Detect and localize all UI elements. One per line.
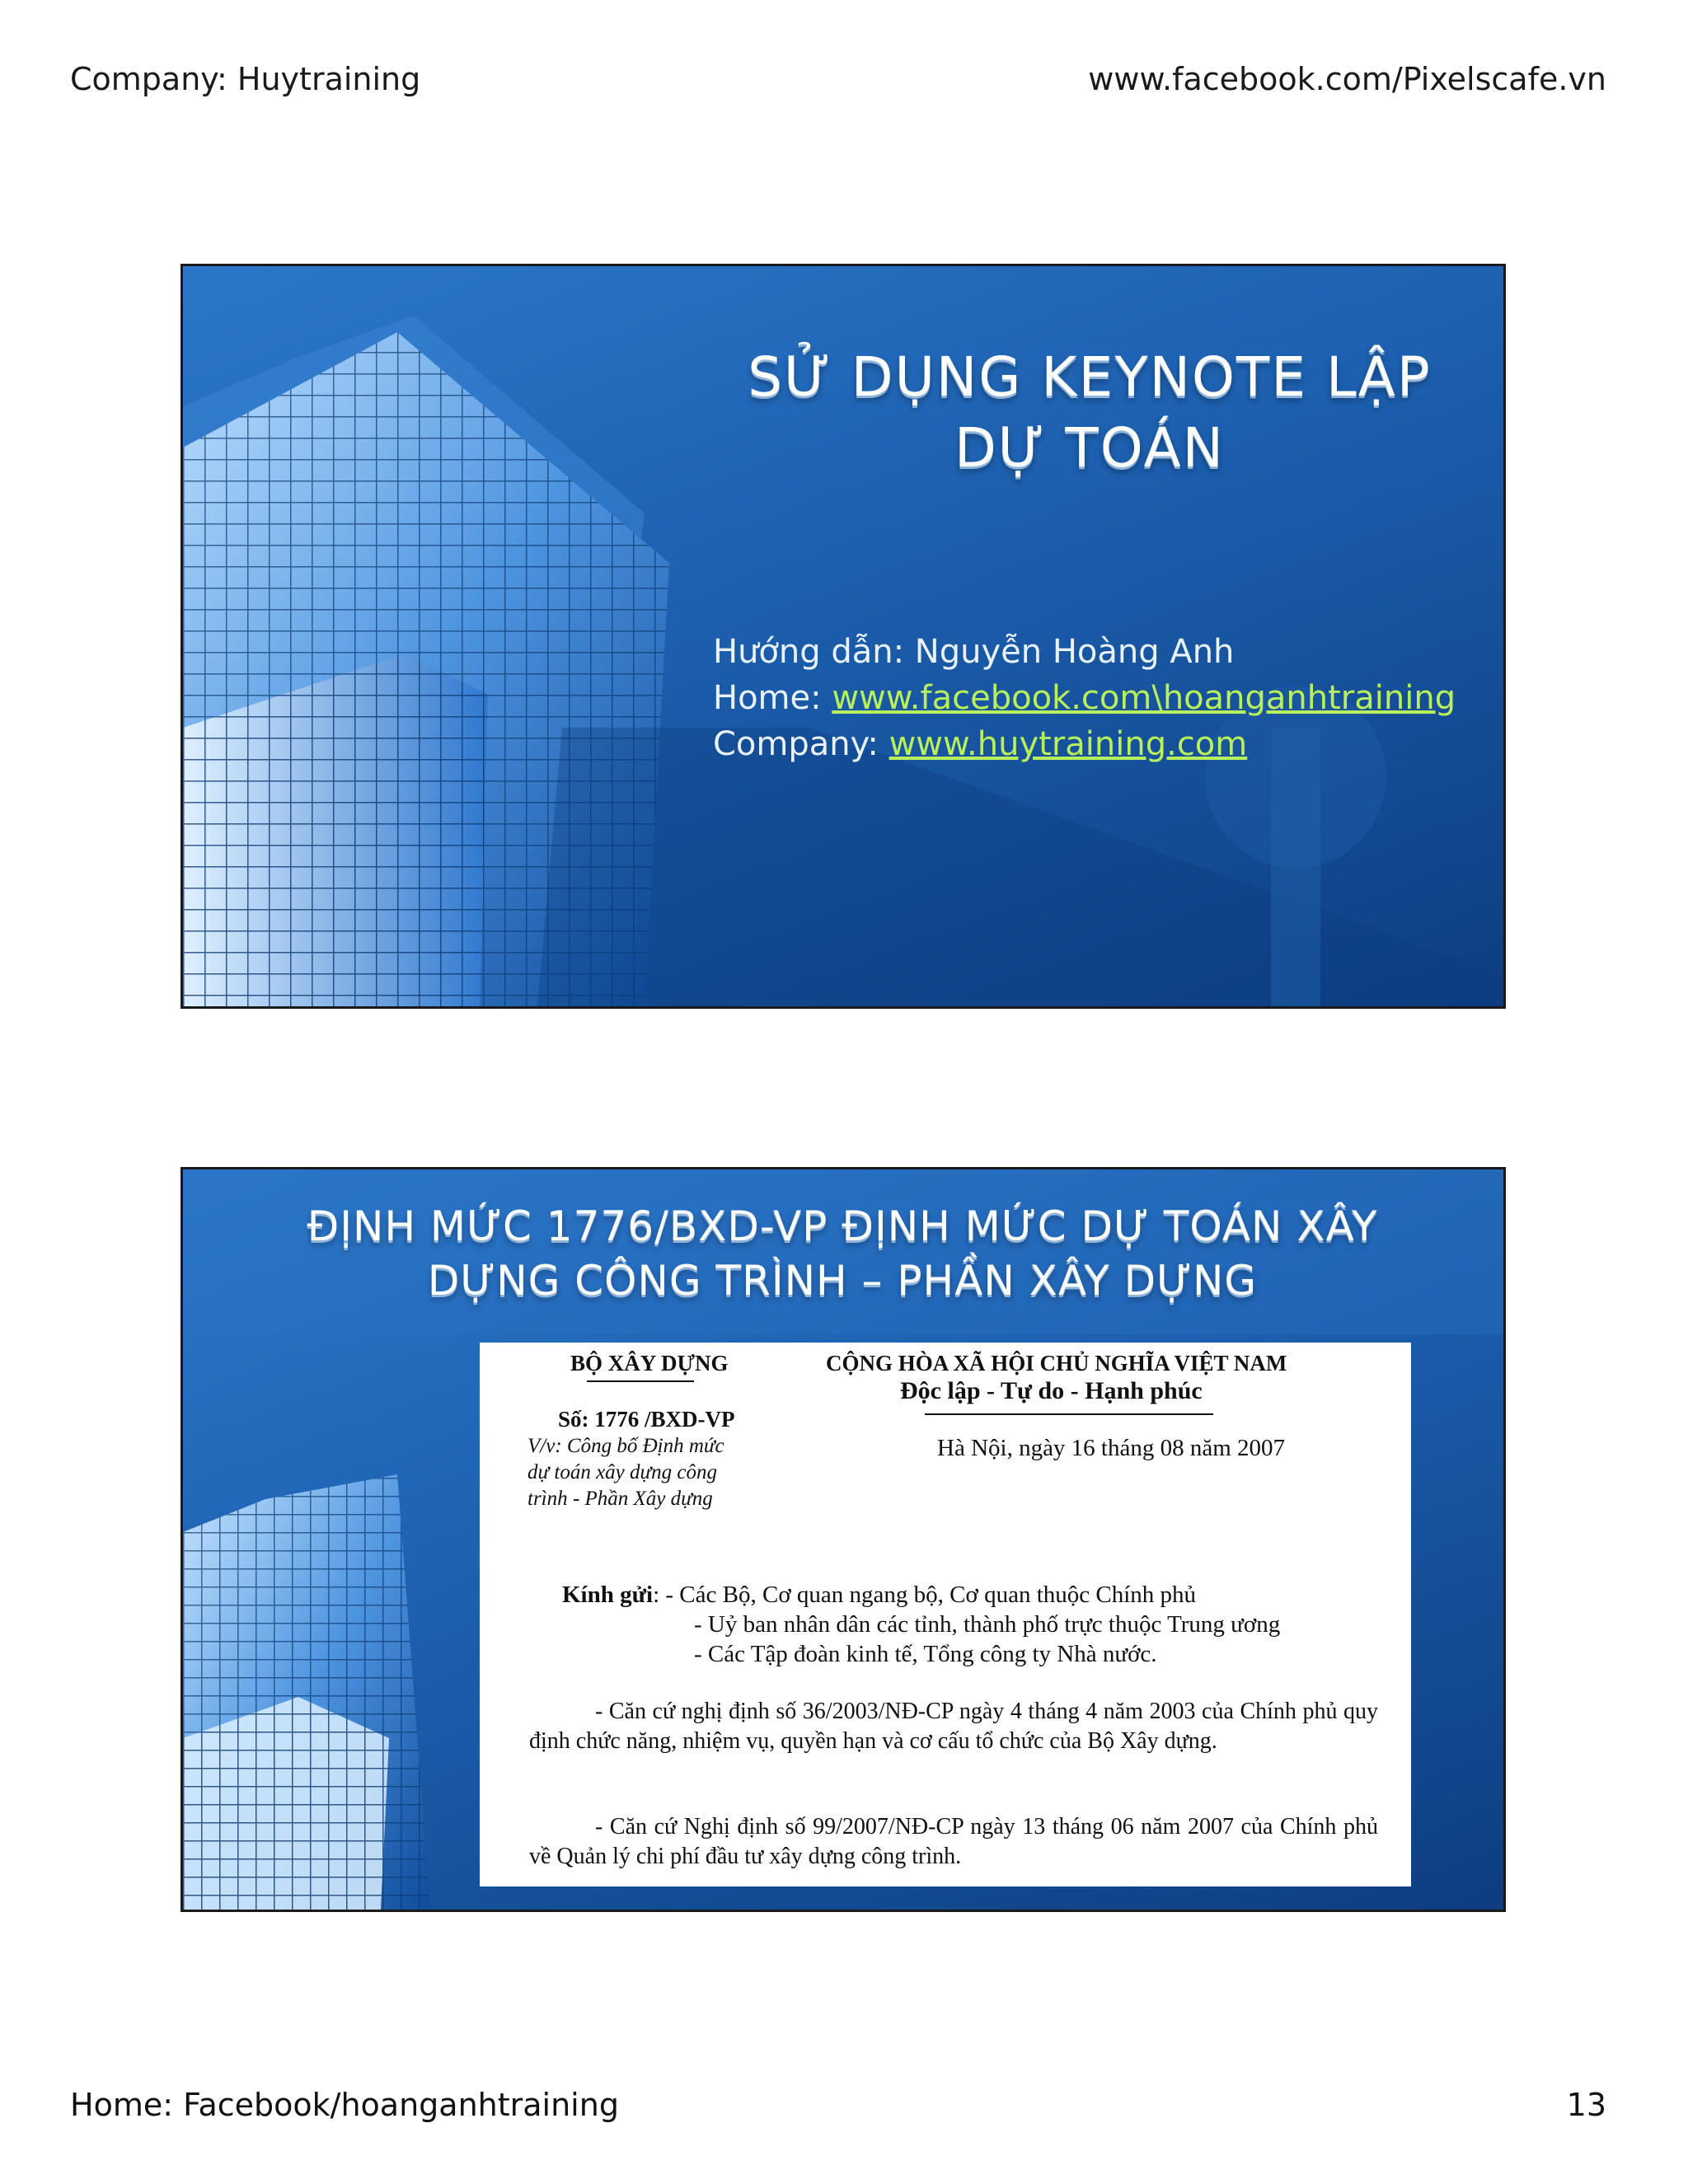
home-line bbox=[713, 675, 1456, 721]
doc-subject-1: V/v: Công bố Định mức bbox=[528, 1435, 724, 1457]
doc-ministry: BỘ XÂY DỰNG bbox=[570, 1351, 729, 1376]
motto-underline bbox=[925, 1413, 1213, 1415]
decision-document bbox=[480, 1343, 1411, 1886]
doc-recipient-1 bbox=[562, 1582, 1196, 1609]
slide1-title bbox=[678, 342, 1502, 484]
page-header-facebook: www.facebook.com/Pixelscafe.vn bbox=[1088, 61, 1606, 97]
doc-republic: CỘNG HÒA XÃ HỘI CHỦ NGHĨA VIỆT NAM bbox=[826, 1351, 1287, 1376]
doc-motto: Độc lập - Tự do - Hạnh phúc bbox=[900, 1377, 1203, 1404]
doc-date: Hà Nội, ngày 16 tháng 08 năm 2007 bbox=[937, 1435, 1286, 1461]
slide1-title-line1: SỬ DỤNG KEYNOTE LẬP bbox=[748, 345, 1432, 409]
slide1-credits bbox=[713, 629, 1456, 767]
doc-recipient-2: - Uỷ ban nhân dân các tỉnh, thành phố trực thuộc Trung ương bbox=[694, 1611, 1281, 1638]
doc-subject-3: trình - Phần Xây dựng bbox=[528, 1488, 713, 1510]
doc-paragraph-1: - Căn cứ nghị định số 36/2003/NĐ-CP ngày 4 tháng 4 năm 2003 của Chính phủ quy định chức năng, nhiệm vụ, quyền hạn và cơ cấu tổ chức của Bộ Xây dựng. bbox=[529, 1699, 1378, 1754]
slide-title bbox=[181, 264, 1506, 1009]
doc-to-label: Kính gửi bbox=[562, 1582, 654, 1608]
home-link[interactable]: www.facebook.com\hoanganhtraining bbox=[832, 679, 1456, 717]
doc-subject-2: dự toán xây dựng công bbox=[528, 1461, 718, 1483]
slide2-title-line1: ĐỊNH MỨC 1776/BXD-VP ĐỊNH MỨC DỰ TOÁN XÂY bbox=[307, 1202, 1378, 1250]
doc-to-1: : - Các Bộ, Cơ quan ngang bộ, Cơ quan thuộc Chính phủ bbox=[653, 1582, 1197, 1608]
company-label: Company: bbox=[713, 725, 889, 763]
slide2-title bbox=[216, 1199, 1469, 1308]
ministry-underline bbox=[587, 1380, 694, 1382]
company-line bbox=[713, 721, 1456, 767]
instructor-line: Hướng dẫn: Nguyễn Hoàng Anh bbox=[713, 633, 1235, 671]
page-header-company: Company: Huytraining bbox=[70, 61, 421, 97]
home-label: Home: bbox=[713, 679, 832, 717]
doc-number: Số: 1776 /BXD-VP bbox=[558, 1407, 735, 1432]
page-footer-home: Home: Facebook/hoanganhtraining bbox=[70, 2087, 619, 2123]
page-number: 13 bbox=[1566, 2087, 1606, 2123]
doc-paragraph-2: - Căn cứ Nghị định số 99/2007/NĐ-CP ngày 13 tháng 06 năm 2007 của Chính phủ về Quản lý chi phí đầu tư xây dựng công trình. bbox=[529, 1814, 1378, 1869]
slide-decision-document bbox=[181, 1167, 1506, 1912]
doc-recipient-3: - Các Tập đoàn kinh tế, Tổng công ty Nhà nước. bbox=[694, 1641, 1157, 1667]
slide2-title-line2: DỰNG CÔNG TRÌNH – PHẦN XÂY DỰNG bbox=[427, 1257, 1258, 1305]
company-link[interactable]: www.huytraining.com bbox=[889, 725, 1248, 763]
slide1-title-line2: DỰ TOÁN bbox=[954, 416, 1226, 480]
